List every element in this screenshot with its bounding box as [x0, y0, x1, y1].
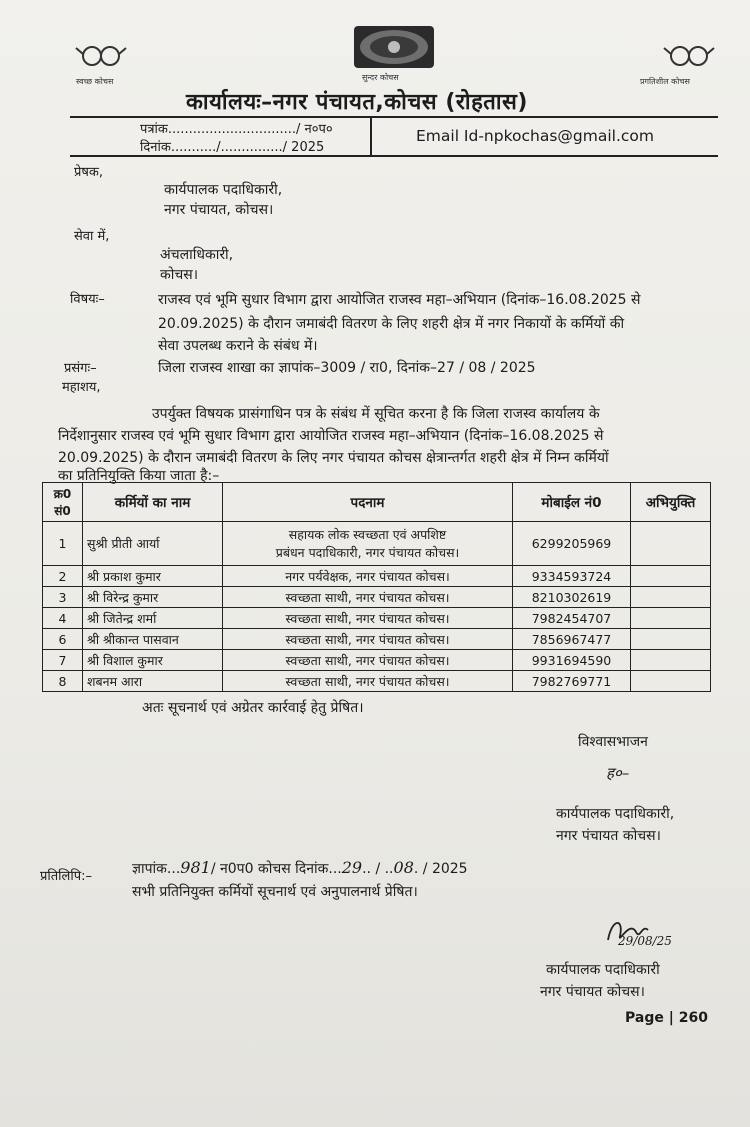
deputation-table: [42, 482, 711, 692]
date-field: [140, 137, 324, 155]
subject-line-1: राजस्व एवं भूमि सुधार विभाग द्वारा आयोजित राजस्व महा–अभियान (दिनांक–16.08.2025 से: [158, 292, 641, 308]
table-header-row: [43, 483, 711, 522]
row-serial: 1: [43, 522, 83, 566]
row-mobile: 6299205969: [513, 522, 631, 566]
left-logo-caption: स्वच्छ कोचस: [76, 77, 114, 86]
center-logo-caption: सुन्दर कोचस: [362, 73, 399, 82]
recipient-label: सेवा में,: [74, 229, 110, 244]
header-bottom-rule: [70, 155, 718, 157]
row-name: श्री जितेन्द्र शर्मा: [83, 608, 223, 629]
letter-number-suffix: / न०प०: [296, 122, 333, 137]
copy-label: प्रतिलिपि:–: [40, 869, 92, 884]
header-serial: क्र0 सं0: [43, 483, 83, 522]
header-remark: अभियुक्ति: [631, 483, 711, 522]
progressive-glasses-icon: [660, 42, 720, 72]
row-mobile: 8210302619: [513, 587, 631, 608]
row-serial: 4: [43, 608, 83, 629]
row-remark: [631, 650, 711, 671]
row-mobile: 9334593724: [513, 566, 631, 587]
body-line-3: 20.09.2025) के दौरान जमाबंदी वितरण के लिए नगर पंचायत कोचस क्षेत्रान्तर्गत शहरी क्षेत्र में निम्न कर्मियों: [58, 450, 609, 466]
row-designation: स्वच्छता साथी, नगर पंचायत कोचस।: [223, 650, 513, 671]
table-row: [43, 608, 711, 629]
row-remark: [631, 587, 711, 608]
signoff-initials: ह०–: [606, 764, 630, 782]
row-remark: [631, 629, 711, 650]
memo-mid: / न0प0 कोचस दिनांक...: [210, 861, 342, 877]
swachh-glasses-icon: [72, 42, 132, 72]
row-designation: स्वच्छता साथी, नगर पंचायत कोचस।: [223, 671, 513, 692]
municipal-emblem-icon: [346, 24, 442, 72]
header-name: कर्मियों का नाम: [83, 483, 223, 522]
date-label: दिनांक.........../...............: [140, 140, 283, 155]
body-line-4: का प्रतिनियुक्ति किया जाता है:–: [58, 468, 220, 484]
subject-line-3: सेवा उपलब्ध कराने के संबंध में।: [158, 338, 318, 354]
row-name: श्री प्रकाश कुमार: [83, 566, 223, 587]
row-mobile: 7856967477: [513, 629, 631, 650]
sender-label: प्रेषक,: [74, 165, 104, 180]
table-row: [43, 671, 711, 692]
row-designation: स्वच्छता साथी, नगर पंचायत कोचस।: [223, 587, 513, 608]
reference-label: प्रसंगः–: [64, 361, 97, 376]
date-suffix: / 2025: [282, 140, 325, 155]
letter-number-field: [140, 119, 333, 137]
row-designation: स्वच्छता साथी, नगर पंचायत कोचस।: [223, 608, 513, 629]
signoff-title-1: कार्यपालक पदाधिकारी,: [556, 806, 675, 822]
sender-line-2: नगर पंचायत, कोचस।: [164, 202, 274, 218]
row-remark: [631, 671, 711, 692]
row-remark: [631, 608, 711, 629]
row-serial: 8: [43, 671, 83, 692]
table-row: [43, 587, 711, 608]
subject-label: विषयः–: [70, 292, 105, 307]
row-name: श्री श्रीकान्त पासवान: [83, 629, 223, 650]
row-name: शबनम आरा: [83, 671, 223, 692]
header-divider: [370, 116, 372, 157]
row-mobile: 9931694590: [513, 650, 631, 671]
header-designation: पदनाम: [223, 483, 513, 522]
recipient-line-2: कोचस।: [160, 267, 199, 283]
table-row: [43, 522, 711, 566]
salutation: महाशय,: [62, 380, 101, 395]
row-name: श्री विशाल कुमार: [83, 650, 223, 671]
row-designation-line-2: प्रबंधन पदाधिकारी, नगर पंचायत कोचस।: [275, 544, 460, 560]
body-line-2: निर्देशानुसार राजस्व एवं भूमि सुधार विभाग द्वारा आयोजित राजस्व महा–अभियान (दिनांक–16.08.2025 से: [58, 428, 604, 444]
signoff-title-2: नगर पंचायत कोचस।: [556, 828, 661, 844]
row-remark: [631, 522, 711, 566]
closing-line: अतः सूचनार्थ एवं अग्रेतर कार्रवाई हेतु प्रेषित।: [142, 700, 364, 716]
row-designation: नगर पर्यवेक्षक, नगर पंचायत कोचस।: [223, 566, 513, 587]
right-logo: [640, 42, 720, 90]
memo-sep: .. / ..: [362, 861, 394, 877]
header-mobile: मोबाईल नं0: [513, 483, 631, 522]
handwritten-signature: [600, 910, 690, 960]
signature-date: 29/08/25: [618, 934, 672, 948]
subject-line-2: 20.09.2025) के दौरान जमाबंदी वितरण के लिए शहरी क्षेत्र में नगर निकायों के कर्मियों की: [158, 316, 625, 332]
row-designation: [223, 522, 513, 566]
header-top-rule: [70, 116, 718, 118]
left-logo: [72, 42, 132, 90]
signature-title-1: कार्यपालक पदाधिकारी: [546, 962, 660, 978]
office-title: कार्यालयः–नगर पंचायत,कोचस (रोहतास): [186, 90, 528, 115]
table-row: [43, 629, 711, 650]
sender-line-1: कार्यपालक पदाधिकारी,: [164, 182, 283, 198]
email-address: Email Id-npkochas@gmail.com: [416, 127, 655, 145]
row-serial: 6: [43, 629, 83, 650]
row-serial: 2: [43, 566, 83, 587]
page-number: Page | 260: [625, 1010, 708, 1026]
memo-day: 29: [341, 858, 363, 877]
table-row: [43, 566, 711, 587]
yours-faithfully: विश्वासभाजन: [578, 734, 648, 750]
memo-prefix: ज्ञापांक...: [132, 861, 181, 877]
center-logo: [346, 24, 442, 84]
right-logo-caption: प्रगतिशील कोचस: [640, 77, 690, 86]
copy-memo-line: [132, 858, 468, 878]
letter-number-label: पत्रांक...............................: [140, 122, 297, 137]
memo-month: 08: [393, 858, 414, 877]
row-designation-line-1: सहायक लोक स्वच्छता एवं अपशिष्ट: [288, 526, 447, 542]
signature-title-2: नगर पंचायत कोचस।: [540, 984, 645, 1000]
memo-year: . / 2025: [413, 861, 468, 877]
copy-text: सभी प्रतिनियुक्त कर्मियों सूचनार्थ एवं अनुपालनार्थ प्रेषित।: [132, 884, 418, 900]
row-remark: [631, 566, 711, 587]
row-mobile: 7982454707: [513, 608, 631, 629]
row-name: श्री विरेन्द्र कुमार: [83, 587, 223, 608]
row-serial: 3: [43, 587, 83, 608]
recipient-line-1: अंचलाधिकारी,: [160, 247, 234, 263]
table-row: [43, 650, 711, 671]
row-mobile: 7982769771: [513, 671, 631, 692]
row-name: सुश्री प्रीती आर्या: [83, 522, 223, 566]
row-designation: स्वच्छता साथी, नगर पंचायत कोचस।: [223, 629, 513, 650]
row-serial: 7: [43, 650, 83, 671]
reference-text: जिला राजस्व शाखा का ज्ञापांक–3009 / रा0, दिनांक–27 / 08 / 2025: [158, 360, 536, 376]
body-line-1: उपर्युक्त विषयक प्रासंगाधिन पत्र के संबंध में सूचित करना है कि जिला राजस्व कार्यालय के: [152, 406, 600, 422]
memo-number: 981: [180, 858, 211, 877]
